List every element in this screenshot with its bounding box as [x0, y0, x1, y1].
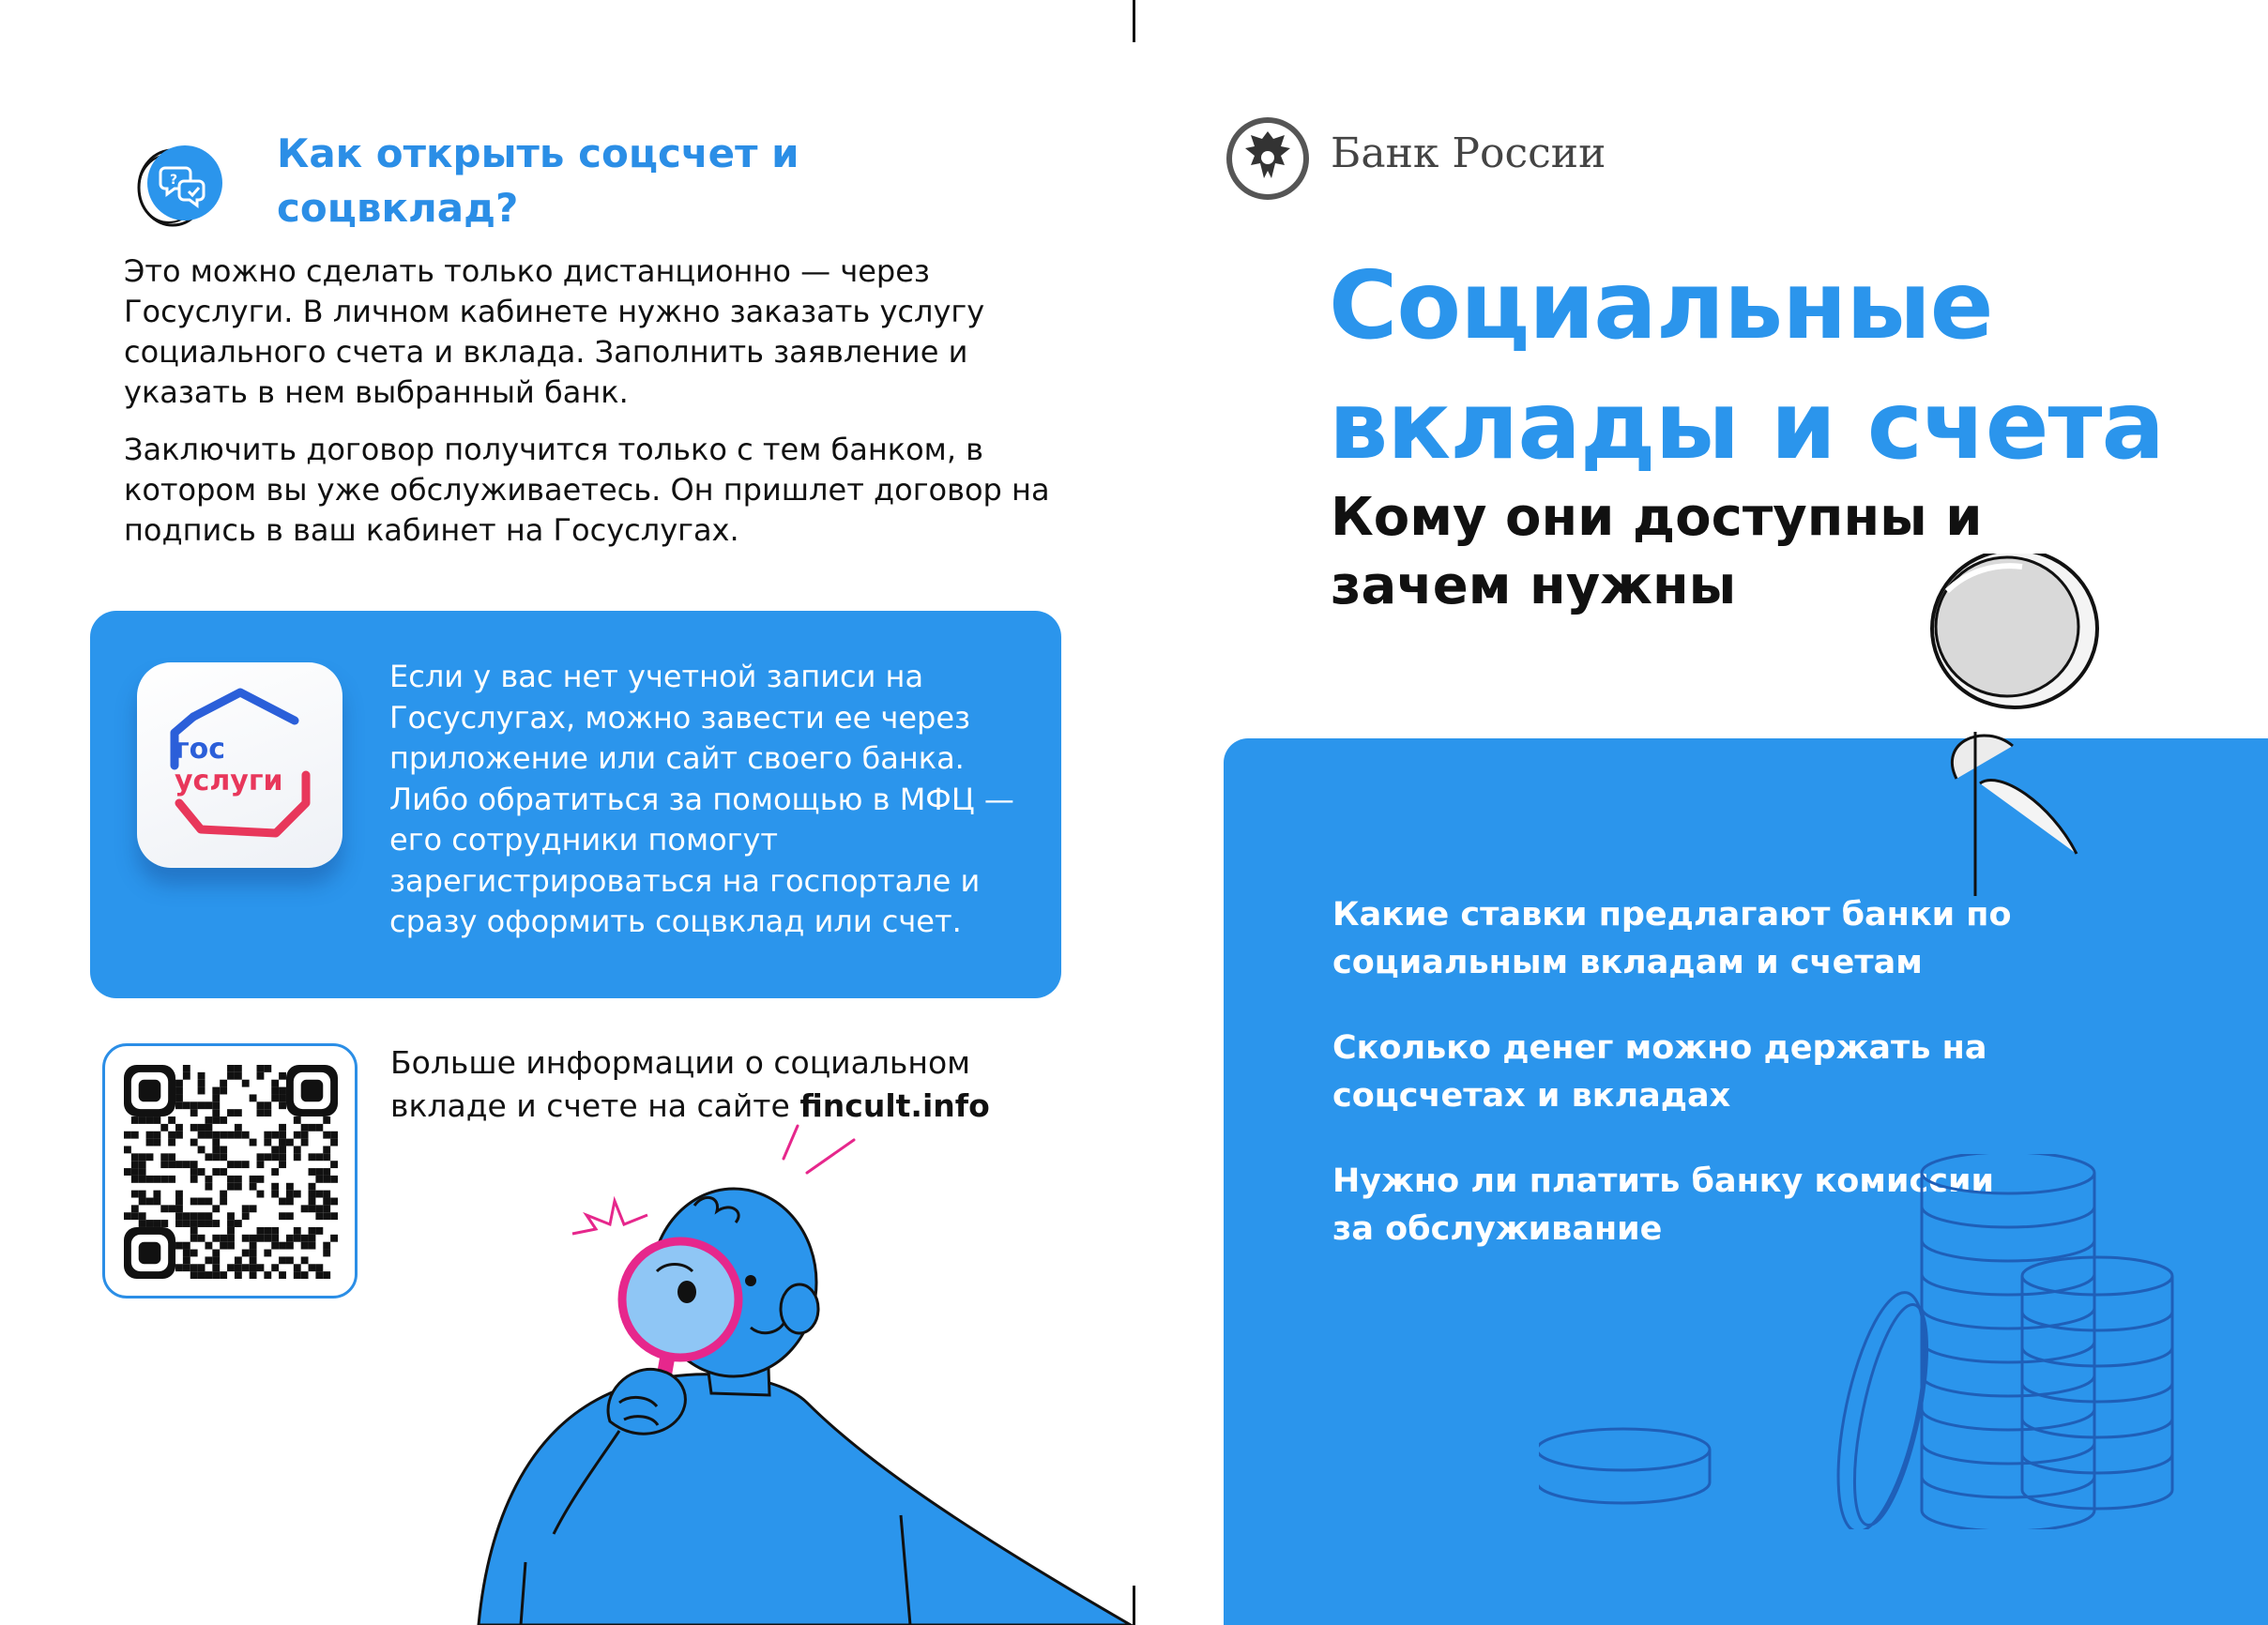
gosuslugi-logo-bottom: услуги: [175, 765, 283, 797]
gosuslugi-logo: [137, 662, 342, 868]
chat-bubbles-icon: [131, 136, 225, 230]
svg-text:?: ?: [170, 173, 178, 188]
coin-stack-icon: [1539, 1154, 2196, 1529]
paragraph-contract: Заключить договор получится только с тем банком, в котором вы уже обслуживаетесь. Он пришлет договор на подпись в ваш кабинет на Госуслугах.: [124, 432, 1050, 548]
question-limits: Сколько денег можно держать на соцсчетах и вкладах: [1332, 1029, 1987, 1115]
qr-code[interactable]: [124, 1065, 338, 1279]
gosuslugi-logo-top: гос: [175, 733, 226, 766]
more-info-text: [390, 1041, 1047, 1128]
qr-code-frame[interactable]: [102, 1043, 358, 1298]
fincult-link[interactable]: fincult.info: [799, 1087, 990, 1124]
bank-name: Банк России: [1331, 129, 1606, 177]
gosuslugi-app-icon: [137, 662, 342, 868]
crop-mark-top: [1133, 0, 1135, 42]
card-text: Если у вас нет учетной записи на Госуслугах, можно завести ее через приложение или сайт своего банка. Либо обратиться за помощью в МФЦ — его сотрудники помогут зарегистрироваться на госпортале и сразу оформить соцвклад или счет.: [389, 659, 1014, 939]
main-title: Социальные вклады и счета: [1329, 251, 2164, 480]
section-heading: Как открыть соцсчет и соцвклад?: [277, 130, 799, 231]
more-info-lead: Больше информации о социальном вкладе и счете на сайте: [390, 1044, 971, 1124]
coin-icon: [1910, 554, 2116, 901]
bank-of-russia-emblem: [1224, 114, 1312, 203]
subtitle: Кому они доступны и зачем нужны: [1331, 487, 1983, 616]
person-magnifier-illustration: [469, 1121, 1145, 1625]
question-fees: Нужно ли платить банку комиссии за обслуживание: [1332, 1162, 1995, 1248]
question-rates: Какие ставки предлагают банки по социальным вкладам и счетам: [1332, 896, 2012, 981]
paragraph-remote-opening: Это можно сделать только дистанционно — через Госуслуги. В личном кабинете нужно заказать услугу социального счета и вклада. Заполнить заявление и указать в нем выбранный банк.: [124, 253, 985, 410]
